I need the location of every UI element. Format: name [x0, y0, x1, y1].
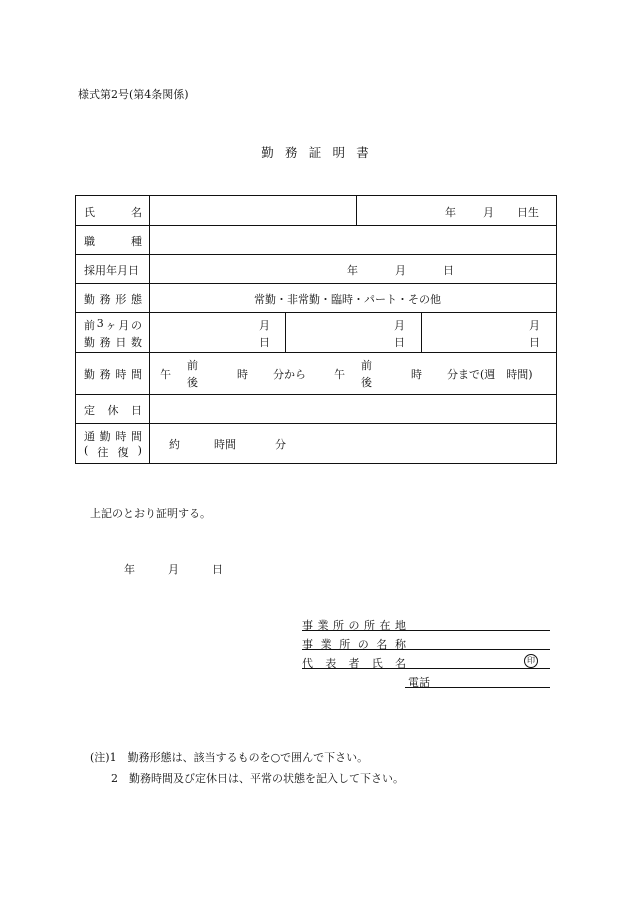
row-divider [76, 312, 556, 313]
column-divider [285, 312, 286, 352]
days-1-label: 日 [259, 336, 270, 349]
issue-year-label: 年 [124, 563, 135, 576]
representative-line[interactable] [302, 668, 550, 669]
end-pm-option[interactable]: 後 [361, 376, 372, 389]
document-title: 勤務証明書 [261, 145, 380, 160]
name-label: 氏 名 [84, 206, 142, 219]
phone-line[interactable] [405, 687, 550, 688]
row-divider [76, 283, 556, 284]
birth-month-label: 月 [483, 206, 494, 219]
column-divider [421, 312, 422, 352]
row-divider [76, 423, 556, 424]
work-type-label: 勤 務 形 態 [84, 293, 142, 306]
job-field[interactable] [150, 226, 556, 253]
month-2-label: 月 [394, 319, 405, 332]
employment-certificate-table [75, 195, 557, 464]
note-1: (注)1 勤務形態は、該当するものを○で囲んで下さい。 [90, 751, 369, 764]
month-1-label: 月 [259, 319, 270, 332]
am-pm-start-label: 午 [160, 368, 171, 381]
office-address-line[interactable] [302, 630, 550, 631]
start-pm-option[interactable]: 後 [187, 376, 198, 389]
issue-month-label: 月 [168, 563, 179, 576]
end-am-option[interactable]: 前 [361, 359, 372, 372]
birth-year-label: 年 [445, 206, 456, 219]
job-label: 職 種 [84, 235, 142, 248]
issue-day-label: 日 [212, 563, 223, 576]
start-minute-label: 分から [273, 368, 306, 381]
commute-hours-label: 時間 [214, 438, 236, 451]
days-label-line2: 勤 務 日 数 [84, 336, 142, 349]
phone-label: 電話 [408, 676, 430, 689]
office-name-line[interactable] [302, 649, 550, 650]
end-hour-label: 時 [411, 368, 422, 381]
days-2-label: 日 [394, 336, 405, 349]
commute-minutes-label: 分 [275, 438, 286, 451]
start-am-option[interactable]: 前 [187, 359, 198, 372]
work-type-options[interactable]: 常勤・非常勤・臨時・パート・その他 [254, 293, 441, 306]
form-number: 様式第2号(第4条関係) [78, 88, 189, 101]
holiday-field[interactable] [150, 395, 556, 422]
commute-label-line1: 通 勤 時 間 [84, 430, 142, 443]
days-label-line1: 前 3 ヶ 月 の [84, 317, 142, 332]
name-field[interactable] [150, 197, 355, 224]
hire-year-label: 年 [347, 264, 358, 277]
row-divider [76, 352, 556, 353]
holiday-label: 定 休 日 [84, 404, 142, 417]
note-2: 2 勤務時間及び定休日は、平常の状態を記入して下さい。 [111, 772, 404, 785]
am-pm-end-label: 午 [334, 368, 345, 381]
commute-approx-label: 約 [169, 438, 180, 451]
hire-date-label: 採用年月日 [84, 264, 139, 277]
birth-day-label: 日生 [517, 206, 539, 219]
issue-date [124, 561, 223, 577]
representative-label: 代 表 者 氏 名 [302, 657, 406, 670]
office-address-label: 事 業 所 の 所 在 地 [302, 619, 406, 632]
commute-label-line2: ( 往 復 ) [84, 444, 142, 459]
hire-month-label: 月 [395, 264, 406, 277]
days-3-label: 日 [529, 336, 540, 349]
office-name-label: 事 業 所 の 名 称 [302, 638, 406, 651]
start-hour-label: 時 [237, 368, 248, 381]
hire-day-label: 日 [443, 264, 454, 277]
work-hours-label: 勤 務 時 間 [84, 368, 142, 381]
end-minute-weekly-label: 分まで(週 時間) [447, 368, 533, 381]
month-3-label: 月 [529, 319, 540, 332]
certification-statement: 上記のとおり証明する。 [90, 507, 211, 520]
seal-icon: 印 [524, 654, 538, 668]
